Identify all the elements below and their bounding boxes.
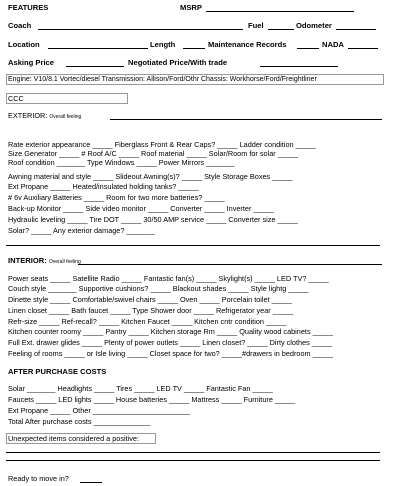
- exterior-item: [8, 193, 394, 202]
- length-label: Length: [150, 40, 176, 49]
- exterior-heading: [8, 111, 394, 122]
- interior-item-text: Dinette style _____ Comfortable/swivel chairs _____ Oven _____ Porcelain toilet _____: [8, 295, 292, 304]
- after-title: AFTER PURCHASE COSTS: [8, 367, 107, 376]
- unexpected-box[interactable]: [6, 433, 156, 444]
- interior-feeling-field[interactable]: [78, 264, 382, 265]
- exterior-item-text: Ext Propane _____ Heated/insulated holding tanks? _____: [8, 182, 199, 191]
- exterior-feeling-field[interactable]: [110, 119, 382, 120]
- unexpected-label: Unexpected items considered a positive:: [8, 434, 140, 443]
- after-item-text: Solar _______ Headlights _____ Tires _____ LED TV _____ Fantastic Fan _____: [8, 384, 273, 393]
- unexpected-line-1[interactable]: [6, 452, 380, 453]
- negotiated-field[interactable]: [260, 66, 338, 67]
- exterior-item-text: Roof condition _______ Type Windows _____ Power Mirrors _______: [8, 158, 235, 167]
- exterior-item-text: Solar? _____ Any exterior damage? _______: [8, 226, 155, 235]
- interior-item: [8, 317, 394, 326]
- location-label: Location: [8, 40, 40, 49]
- coach-label: Coach: [8, 21, 32, 30]
- features-label: FEATURES: [8, 3, 49, 12]
- interior-item-text: Kitchen counter roomy _____ Pantry _____ Kitchen storage Rm _____ Quality wood cabinets _____: [8, 327, 333, 336]
- odometer-label: Odometer: [296, 21, 332, 30]
- interior-item: [8, 284, 394, 293]
- after-item: [8, 384, 394, 393]
- after-item: [8, 417, 394, 426]
- after-item-text: Total After purchase costs ______________: [8, 417, 151, 426]
- interior-item: [8, 306, 394, 315]
- asking-field[interactable]: [66, 66, 124, 67]
- exterior-item: [8, 182, 394, 191]
- exterior-item: [8, 140, 394, 149]
- interior-item: [8, 295, 394, 304]
- after-heading: [8, 367, 394, 376]
- exterior-item-text: Hydraulic leveling _____ Tire DOT _____ 30/50 AMP service _____ Converter size _____: [8, 215, 298, 224]
- interior-item-text: Power seats _____ Satellite Radio _____ Fantastic fan(s) _____ Skylight(s) _____ LED TV? _____: [8, 274, 329, 283]
- interior-title: INTERIOR:: [8, 256, 47, 265]
- interior-item-text: Couch style _______ Supportive cushions? _____ Blackout shades _____ Style lightg _____: [8, 284, 309, 293]
- after-item: [8, 395, 394, 404]
- odometer-field[interactable]: [336, 29, 376, 30]
- interior-item: [8, 274, 394, 283]
- exterior-item: [8, 149, 394, 158]
- interior-item: [8, 327, 394, 336]
- after-item-text: Faucets _____ LED lights _____ House batteries _____ Mattress _____ Furniture _____: [8, 395, 296, 404]
- nada-field[interactable]: [348, 48, 378, 49]
- length-field[interactable]: [183, 48, 205, 49]
- engine-box: [6, 74, 384, 85]
- interior-heading: [8, 256, 394, 267]
- exterior-notes-line[interactable]: [6, 245, 380, 246]
- nada-label: NADA: [322, 40, 344, 49]
- negotiated-label: Negotiated Price/With trade: [128, 58, 228, 67]
- exterior-item: [8, 226, 394, 235]
- msrp-label: MSRP: [180, 3, 202, 12]
- interior-item-text: Linen closet _____ Bath faucet _____ Type Shower door _____ Refrigerator year _____: [8, 306, 294, 315]
- after-item: [8, 406, 394, 415]
- after-item-text: Ext Propane _____ Other ________________________: [8, 406, 191, 415]
- exterior-item: [8, 158, 394, 167]
- interior-item-text: Feeling of rooms _____ or Isle living _____ Closet space for two? _____#drawers in bedroom _____: [8, 349, 333, 358]
- interior-item: [8, 349, 394, 358]
- ccc-label: CCC: [8, 94, 24, 103]
- exterior-item: [8, 204, 394, 213]
- exterior-item: [8, 172, 394, 181]
- ready-row: [8, 474, 394, 483]
- msrp-field[interactable]: [206, 11, 354, 12]
- interior-item-text: Refr-size _____ Ref-recall? _____ Kitchen Faucet _____ Kitchen cntr condition _____: [8, 317, 287, 326]
- fuel-field[interactable]: [268, 29, 294, 30]
- exterior-title: EXTERIOR:: [8, 111, 48, 120]
- exterior-item-text: Size Generator _____ # Roof A/C _____ Roof material _____ Solar/Room for solar _____: [8, 149, 299, 158]
- exterior-item-text: Rate exterior appearance _____ Fiberglass Front & Rear Caps? _____ Ladder condition _____: [8, 140, 316, 149]
- exterior-item-text: Awning material and style _____ Slideout Awning(s)? _____ Style Storage Boxes _____: [8, 172, 293, 181]
- location-field[interactable]: [48, 48, 148, 49]
- exterior-note: Overall feeling: [49, 114, 82, 120]
- coach-field[interactable]: [38, 29, 243, 30]
- asking-label: Asking Price: [8, 58, 55, 67]
- unexpected-line-2[interactable]: [6, 460, 380, 461]
- exterior-item: [8, 215, 394, 224]
- interior-note: Overall feeling: [48, 259, 81, 265]
- interior-item-text: Full Ext. drawer glides _____ Plenty of power outlets _____ Linen closet? _____ Dirty clothes _____: [8, 338, 333, 347]
- ready-label: Ready to move in?: [8, 474, 69, 483]
- exterior-item-text: # 6v Auxiliary Batteries _____ Room for two more batteries? _____: [8, 193, 225, 202]
- maintenance-field[interactable]: [297, 48, 319, 49]
- engine-text: Engine: V10/8.1 Vortec/diesel Transmission: Allison/Ford/Othr Chassis: Workhorse/Ford/Freightliner: [8, 76, 317, 83]
- exterior-item-text: Back-up Monitor _____ Side video monitor _____ Converter _____ Inverter _____: [8, 204, 274, 213]
- interior-item: [8, 338, 394, 347]
- fuel-label: Fuel: [248, 21, 264, 30]
- ccc-box[interactable]: [6, 93, 128, 104]
- ready-field[interactable]: [80, 482, 102, 483]
- maintenance-label: Maintenance Records: [208, 40, 287, 49]
